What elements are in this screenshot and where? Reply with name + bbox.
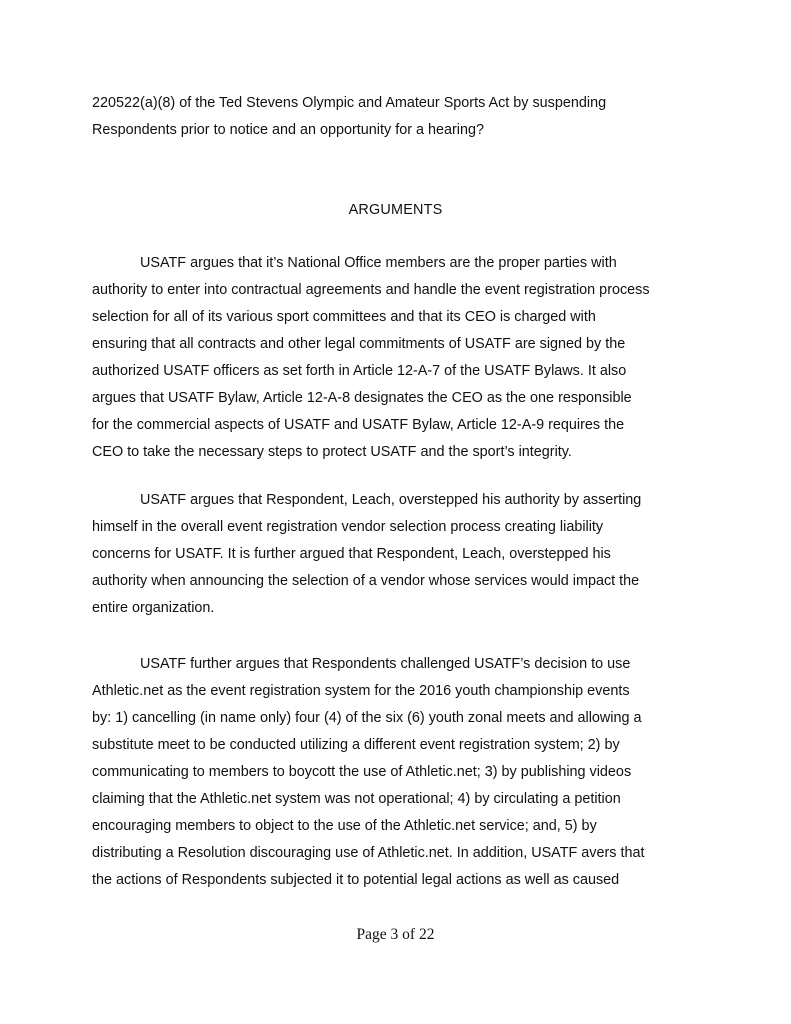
body-paragraph <box>92 250 692 466</box>
text-line: the actions of Respondents subjected it to potential legal actions as well as caused <box>92 872 620 888</box>
text-line: USATF further argues that Respondents challenged USATF’s decision to use <box>140 656 631 672</box>
intro-paragraph <box>92 90 692 144</box>
section-heading: ARGUMENTS <box>348 202 443 218</box>
body-paragraph <box>92 651 692 894</box>
text-line: communicating to members to boycott the use of Athletic.net; 3) by publishing videos <box>92 764 632 780</box>
page-number-footer: Page 3 of 22 <box>356 926 435 943</box>
text-line: 220522(a)(8) of the Ted Stevens Olympic and Amateur Sports Act by suspending <box>92 95 607 111</box>
body-paragraph <box>92 487 692 622</box>
text-line: encouraging members to object to the use of the Athletic.net service; and, 5) by <box>92 818 597 834</box>
text-line: entire organization. <box>92 600 215 616</box>
text-line: selection for all of its various sport committees and that its CEO is charged with <box>92 309 596 325</box>
text-line: claiming that the Athletic.net system was not operational; 4) by circulating a petition <box>92 791 621 807</box>
text-line: argues that USATF Bylaw, Article 12-A-8 designates the CEO as the one responsible <box>92 390 632 406</box>
text-line: by: 1) cancelling (in name only) four (4) of the six (6) youth zonal meets and allowing a <box>92 710 642 726</box>
text-line: distributing a Resolution discouraging use of Athletic.net. In addition, USATF avers that <box>92 845 645 861</box>
text-line: concerns for USATF. It is further argued that Respondent, Leach, overstepped his <box>92 546 611 562</box>
text-line: for the commercial aspects of USATF and USATF Bylaw, Article 12-A-9 requires the <box>92 417 625 433</box>
text-line: substitute meet to be conducted utilizing a different event registration system; 2) by <box>92 737 620 753</box>
text-line: authority to enter into contractual agreements and handle the event registration process <box>92 282 650 298</box>
text-line: USATF argues that Respondent, Leach, overstepped his authority by asserting <box>140 492 642 508</box>
text-line: authorized USATF officers as set forth in Article 12-A-7 of the USATF Bylaws. It also <box>92 363 627 379</box>
text-line: authority when announcing the selection of a vendor whose services would impact the <box>92 573 640 589</box>
text-line: ensuring that all contracts and other legal commitments of USATF are signed by the <box>92 336 626 352</box>
text-line: Respondents prior to notice and an opportunity for a hearing? <box>92 122 485 138</box>
text-line: Athletic.net as the event registration system for the 2016 youth championship events <box>92 683 630 699</box>
text-line: USATF argues that it’s National Office members are the proper parties with <box>140 255 617 271</box>
text-line: himself in the overall event registration vendor selection process creating liability <box>92 519 604 535</box>
text-line: CEO to take the necessary steps to protect USATF and the sport’s integrity. <box>92 444 572 460</box>
